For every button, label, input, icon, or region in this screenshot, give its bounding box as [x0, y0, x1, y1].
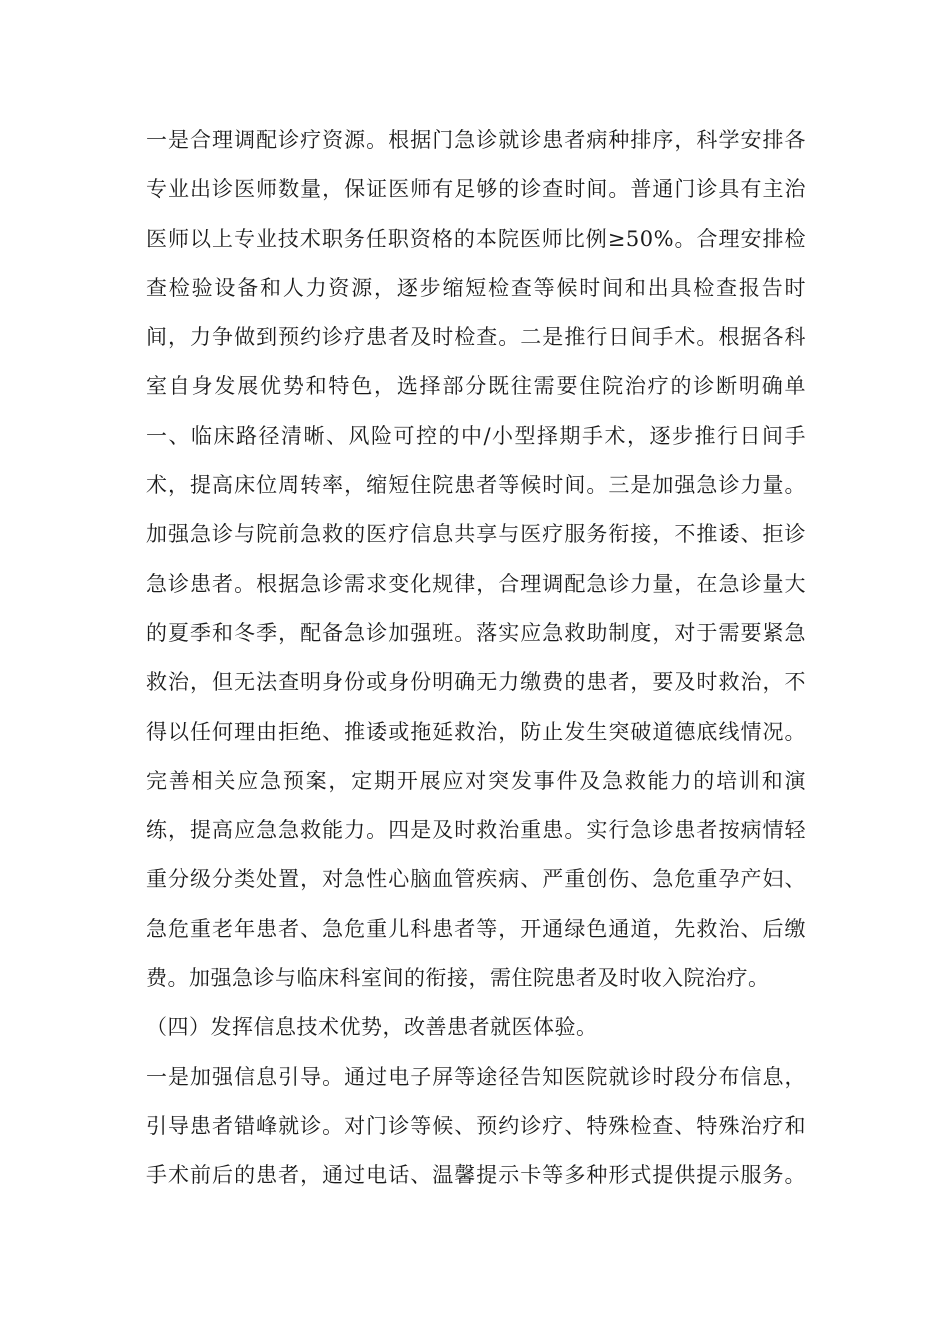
text-line: 练，提高应急急救能力。四是及时救治重患。实行急诊患者按病情轻: [146, 818, 806, 843]
text-line: 急诊患者。根据急诊需求变化规律，合理调配急诊力量，在急诊量大: [146, 571, 806, 596]
text-line: 费。加强急诊与临床科室间的衔接，需住院患者及时收入院治疗。: [146, 966, 770, 991]
text-line: 术，提高床位周转率，缩短住院患者等候时间。三是加强急诊力量。: [146, 473, 806, 498]
text-line: 救治，但无法查明身份或身份明确无力缴费的患者，要及时救治，不: [146, 670, 806, 695]
text-line: 重分级分类处置，对急性心脑血管疾病、严重创伤、急危重孕产妇、: [146, 867, 806, 892]
text-line: 室自身发展优势和特色，选择部分既往需要住院治疗的诊断明确单: [146, 374, 806, 399]
text-line: 得以任何理由拒绝、推诿或拖延救治，防止发生突破道德底线情况。: [146, 719, 806, 744]
text-line: 急危重老年患者、急危重儿科患者等，开通绿色通道，先救治、后缴: [146, 916, 806, 941]
text-line: 一是加强信息引导。通过电子屏等途径告知医院就诊时段分布信息，: [146, 1064, 806, 1089]
text-line: 完善相关应急预案，定期开展应对突发事件及急救能力的培训和演: [146, 768, 806, 793]
text-line: 的夏季和冬季，配备急诊加强班。落实应急救助制度，对于需要紧急: [146, 620, 806, 645]
body-text: [146, 116, 806, 1201]
text-line: 一是合理调配诊疗资源。根据门急诊就诊患者病种排序，科学安排各: [146, 128, 806, 152]
text-line: 查检验设备和人力资源，逐步缩短检查等候时间和出具检查报告时: [146, 275, 806, 300]
text-line: 一、临床路径清晰、风险可控的中/小型择期手术，逐步推行日间手: [146, 423, 806, 448]
text-line: 间，力争做到预约诊疗患者及时检查。二是推行日间手术。根据各科: [146, 325, 806, 350]
section-heading: （四）发挥信息技术优势，改善患者就医体验。: [146, 1015, 598, 1040]
text-line: 专业出诊医师数量，保证医师有足够的诊查时间。普通门诊具有主治: [146, 177, 806, 202]
text-line: 医师以上专业技术职务任职资格的本院医师比例≥50%。合理安排检: [146, 226, 806, 251]
text-line: 手术前后的患者，通过电话、温馨提示卡等多种形式提供提示服务。: [146, 1163, 806, 1188]
text-line: 引导患者错峰就诊。对门诊等候、预约诊疗、特殊检查、特殊治疗和: [146, 1113, 806, 1138]
text-line: 加强急诊与院前急救的医疗信息共享与医疗服务衔接，不推诿、拒诊: [146, 522, 806, 547]
